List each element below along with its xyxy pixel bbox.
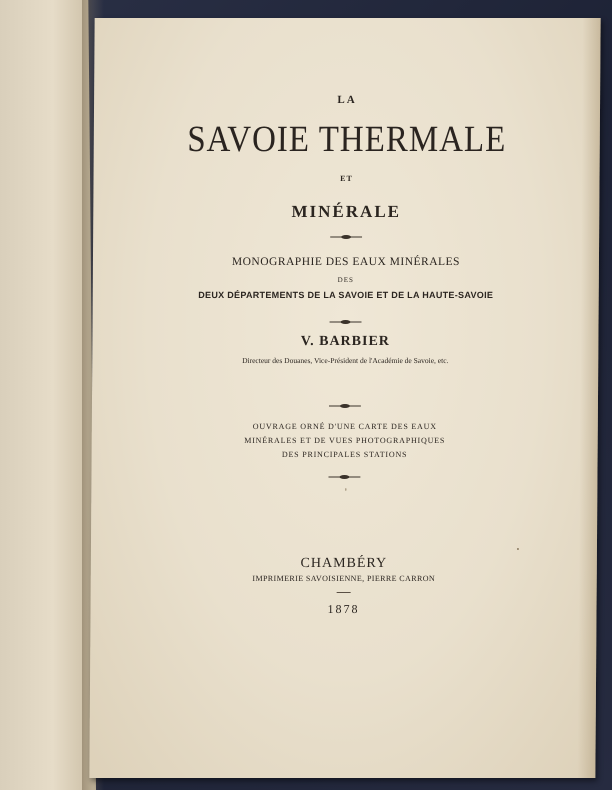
- subtitle-des: DES: [337, 276, 354, 284]
- ornament-rule-icon: [328, 474, 360, 480]
- note-block: [92, 420, 598, 462]
- ornament-rule-icon: [330, 234, 362, 240]
- subtitle: MONOGRAPHIE DES EAUX MINÉRALES: [231, 256, 461, 268]
- paper-speck: [345, 488, 346, 491]
- title-continuation: MINÉRALE: [291, 202, 402, 221]
- author-role: Directeur des Douanes, Vice-Président de l'Académie de Savoie, etc.: [242, 356, 449, 365]
- note-line: MINÉRALES ET DE VUES PHOTOGRAPHIQUES: [244, 436, 446, 445]
- imprint-year: 1878: [327, 602, 360, 616]
- author-name: V. BARBIER: [300, 334, 390, 349]
- note-line: OUVRAGE ORNÉ D'UNE CARTE DES EAUX: [252, 422, 437, 431]
- title-page: [89, 18, 600, 778]
- ornament-rule-icon: [330, 319, 362, 325]
- imprint-city: CHAMBÉRY: [300, 556, 388, 571]
- subtitle-regions: DEUX DÉPARTEMENTS DE LA SAVOIE ET DE LA HAUTE-SAVOIE: [198, 290, 494, 300]
- imprint-rule: [337, 592, 351, 593]
- note-line: DES PRINCIPALES STATIONS: [281, 450, 408, 459]
- main-title: SAVOIE THERMALE: [187, 119, 507, 161]
- title-conjunction: ET: [340, 174, 353, 183]
- paper-speck: [517, 548, 519, 550]
- ornament-rule-icon: [329, 403, 361, 409]
- imprint-printer: IMPRIMERIE SAVOISIENNE, PIERRE CARRON: [252, 574, 436, 583]
- title-article: LA: [337, 94, 357, 106]
